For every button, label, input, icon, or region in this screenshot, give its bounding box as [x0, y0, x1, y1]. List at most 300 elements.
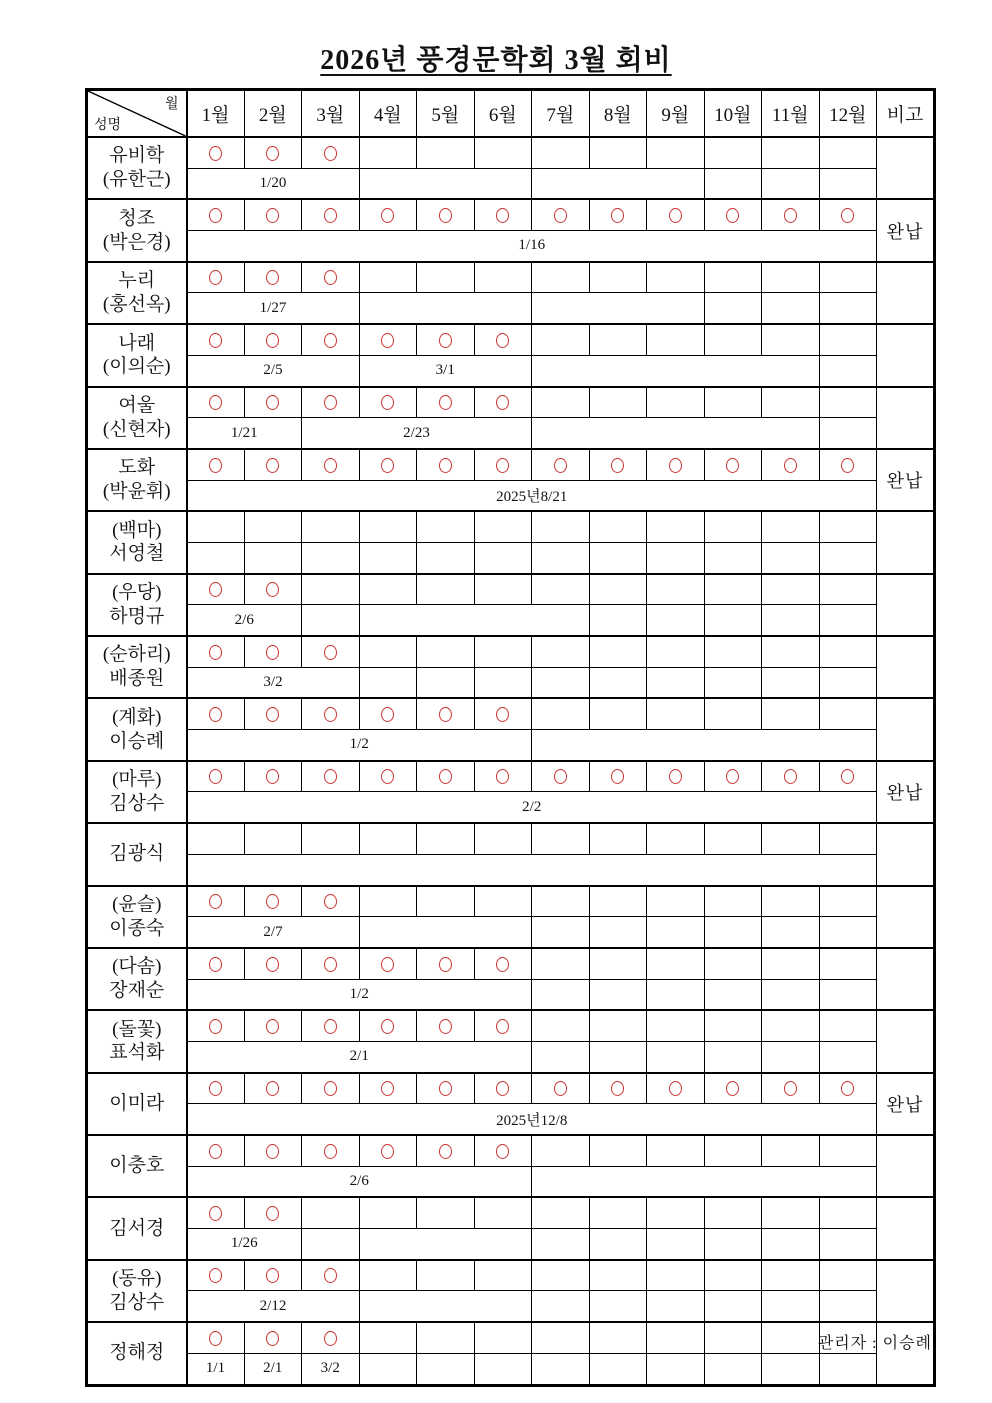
month-paid-cell: [819, 698, 877, 729]
paid-circle-icon: [324, 1331, 337, 1346]
month-paid-cell: [704, 1135, 762, 1166]
month-paid-cell: [474, 698, 532, 729]
member-name-cell: [87, 449, 187, 511]
month-paid-cell: [819, 574, 877, 605]
month-paid-cell: [704, 137, 762, 168]
member-name-cell: [87, 636, 187, 698]
remark-cell: [877, 262, 935, 324]
paid-circle-icon: [439, 333, 452, 348]
paid-circle-icon: [784, 208, 797, 223]
payment-date-cell: [704, 1353, 762, 1385]
payment-date-cell: [532, 1291, 590, 1322]
month-paid-cell: [359, 761, 417, 792]
member-row-circles: [87, 324, 935, 355]
member-name-line: 유비학: [109, 145, 165, 167]
month-paid-cell: [762, 761, 820, 792]
month-paid-cell: [819, 449, 877, 480]
month-paid-cell: [187, 449, 245, 480]
payment-date-cell: [819, 1291, 877, 1322]
header-row: [87, 90, 935, 138]
member-name-cell: [87, 137, 187, 199]
month-header-6: 6월: [474, 90, 532, 138]
month-paid-cell: [417, 886, 475, 917]
member-name-cell: [87, 511, 187, 573]
month-paid-cell: [244, 262, 302, 293]
payment-date-cell: [762, 917, 820, 948]
remark-cell: [877, 387, 935, 449]
month-paid-cell: [589, 1010, 647, 1041]
paid-circle-icon: [266, 333, 279, 348]
month-paid-cell: [589, 1322, 647, 1353]
payment-date-cell: [819, 168, 877, 199]
paid-circle-icon: [209, 458, 222, 473]
payment-date-cell: [647, 1229, 705, 1260]
member-name-line: 이미라: [109, 1092, 165, 1114]
month-paid-cell: [187, 948, 245, 979]
payment-date-cell: [532, 1041, 590, 1072]
payment-date-cell: 3/2: [302, 1353, 360, 1385]
member-row-dates: [87, 231, 935, 262]
payment-date-cell: 1/2: [187, 730, 532, 761]
payment-date-cell: [359, 1353, 417, 1385]
paid-circle-icon: [439, 707, 452, 722]
member-name-line: 하명규: [109, 605, 165, 627]
month-paid-cell: [589, 948, 647, 979]
payment-date-cell: [647, 917, 705, 948]
payment-date-cell: 1/27: [187, 293, 360, 324]
payment-date-cell: [359, 1229, 532, 1260]
month-paid-cell: [474, 1260, 532, 1291]
month-paid-cell: [819, 636, 877, 667]
month-paid-cell: [417, 761, 475, 792]
month-paid-cell: [359, 1260, 417, 1291]
month-paid-cell: [302, 636, 360, 667]
month-paid-cell: [704, 823, 762, 854]
paid-circle-icon: [381, 707, 394, 722]
month-paid-cell: [417, 823, 475, 854]
payment-date-cell: [762, 1291, 820, 1322]
paid-circle-icon: [439, 1144, 452, 1159]
paid-circle-icon: [784, 769, 797, 784]
month-paid-cell: [762, 698, 820, 729]
paid-circle-icon: [554, 769, 567, 784]
remark-cell: [877, 137, 935, 199]
month-paid-cell: [704, 636, 762, 667]
paid-circle-icon: [496, 1144, 509, 1159]
payment-date-cell: 2/2: [187, 792, 877, 823]
member-row-dates: [87, 1291, 935, 1322]
paid-circle-icon: [496, 707, 509, 722]
month-paid-cell: [589, 1073, 647, 1104]
month-paid-cell: [244, 1260, 302, 1291]
paid-circle-icon: [381, 395, 394, 410]
paid-circle-icon: [324, 333, 337, 348]
paid-circle-icon: [439, 208, 452, 223]
month-paid-cell: [819, 1135, 877, 1166]
month-paid-cell: [359, 698, 417, 729]
member-row-circles: [87, 511, 935, 542]
month-paid-cell: [187, 511, 245, 542]
month-paid-cell: [359, 1135, 417, 1166]
payment-date-cell: [589, 917, 647, 948]
paid-circle-icon: [324, 769, 337, 784]
member-name-cell: [87, 1135, 187, 1197]
month-paid-cell: [417, 1197, 475, 1228]
paid-circle-icon: [209, 208, 222, 223]
member-row-dates: [87, 1041, 935, 1072]
remark-cell: [877, 511, 935, 573]
paid-circle-icon: [324, 395, 337, 410]
payment-date-cell: 2025년12/8: [187, 1104, 877, 1135]
month-paid-cell: [762, 1197, 820, 1228]
payment-date-cell: 1/2: [187, 979, 532, 1010]
payment-date-cell: [589, 1353, 647, 1385]
paid-circle-icon: [209, 1331, 222, 1346]
month-paid-cell: [417, 1073, 475, 1104]
month-paid-cell: [532, 761, 590, 792]
paid-circle-icon: [439, 957, 452, 972]
month-paid-cell: [762, 636, 820, 667]
month-paid-cell: [532, 1073, 590, 1104]
month-paid-cell: [647, 511, 705, 542]
payment-date-cell: 2/12: [187, 1291, 360, 1322]
paid-circle-icon: [266, 208, 279, 223]
payment-date-cell: [589, 667, 647, 698]
month-paid-cell: [532, 886, 590, 917]
member-name-line: 김상수: [109, 1291, 165, 1313]
payment-date-cell: [819, 667, 877, 698]
month-paid-cell: [302, 1197, 360, 1228]
month-paid-cell: [244, 324, 302, 355]
payment-date-cell: [244, 542, 302, 573]
month-paid-cell: [704, 574, 762, 605]
payment-date-cell: [819, 979, 877, 1010]
payment-date-cell: [762, 293, 820, 324]
paid-circle-icon: [324, 458, 337, 473]
month-paid-cell: [474, 449, 532, 480]
payment-date-cell: [589, 979, 647, 1010]
month-paid-cell: [704, 387, 762, 418]
month-paid-cell: [819, 1010, 877, 1041]
payment-date-cell: [762, 667, 820, 698]
month-paid-cell: [532, 698, 590, 729]
payment-date-cell: [359, 542, 417, 573]
month-paid-cell: [647, 387, 705, 418]
month-paid-cell: [589, 387, 647, 418]
month-paid-cell: [647, 823, 705, 854]
month-paid-cell: [302, 1260, 360, 1291]
member-row-circles: [87, 1135, 935, 1166]
payment-date-cell: [762, 605, 820, 636]
month-paid-cell: [532, 324, 590, 355]
remark-cell: 완납: [877, 449, 935, 511]
month-paid-cell: [244, 1197, 302, 1228]
month-paid-cell: [474, 1135, 532, 1166]
paid-circle-icon: [496, 1019, 509, 1034]
paid-circle-icon: [209, 707, 222, 722]
month-paid-cell: [417, 387, 475, 418]
payment-date-cell: 2/23: [302, 418, 532, 449]
month-paid-cell: [647, 324, 705, 355]
month-paid-cell: [589, 511, 647, 542]
paid-circle-icon: [669, 458, 682, 473]
member-name-line: 김상수: [109, 792, 165, 814]
paid-circle-icon: [324, 645, 337, 660]
member-name-line: 배종원: [109, 668, 165, 690]
month-paid-cell: [819, 886, 877, 917]
paid-circle-icon: [266, 707, 279, 722]
paid-circle-icon: [726, 1081, 739, 1096]
payment-date-cell: [532, 542, 590, 573]
month-paid-cell: [589, 1197, 647, 1228]
payment-date-cell: [647, 667, 705, 698]
month-paid-cell: [474, 823, 532, 854]
month-paid-cell: [302, 1322, 360, 1353]
payment-date-cell: [589, 1291, 647, 1322]
month-paid-cell: [359, 449, 417, 480]
paid-circle-icon: [324, 208, 337, 223]
month-header-8: 8월: [589, 90, 647, 138]
month-paid-cell: [417, 324, 475, 355]
payment-date-cell: [302, 605, 360, 636]
month-paid-cell: [474, 511, 532, 542]
month-paid-cell: [704, 324, 762, 355]
member-name-cell: [87, 886, 187, 948]
month-paid-cell: [532, 449, 590, 480]
member-name-line: 도화: [118, 457, 156, 479]
member-name-cell: [87, 199, 187, 261]
member-name-cell: [87, 1322, 187, 1385]
payment-date-cell: [532, 1229, 590, 1260]
paid-circle-icon: [266, 270, 279, 285]
payment-date-cell: 2/1: [187, 1041, 532, 1072]
payment-date-cell: [474, 667, 532, 698]
payment-date-cell: [417, 1353, 475, 1385]
paid-circle-icon: [381, 957, 394, 972]
payment-date-cell: [762, 168, 820, 199]
remark-cell: [877, 1260, 935, 1322]
month-paid-cell: [359, 387, 417, 418]
month-paid-cell: [417, 1322, 475, 1353]
paid-circle-icon: [381, 769, 394, 784]
member-row-dates: [87, 854, 935, 885]
paid-circle-icon: [611, 769, 624, 784]
member-name-line: 서영철: [109, 543, 165, 565]
paid-circle-icon: [439, 395, 452, 410]
month-paid-cell: [704, 511, 762, 542]
payment-date-cell: [762, 542, 820, 573]
paid-circle-icon: [554, 1081, 567, 1096]
month-paid-cell: [244, 1135, 302, 1166]
member-name-line: (홍선옥): [102, 293, 171, 315]
payment-date-cell: [532, 168, 705, 199]
paid-circle-icon: [381, 1081, 394, 1096]
paid-circle-icon: [669, 1081, 682, 1096]
remark-cell: [877, 574, 935, 636]
paid-circle-icon: [266, 1144, 279, 1159]
remark-cell: [877, 948, 935, 1010]
paid-circle-icon: [209, 1019, 222, 1034]
month-paid-cell: [532, 1010, 590, 1041]
month-paid-cell: [359, 137, 417, 168]
paid-circle-icon: [669, 769, 682, 784]
month-paid-cell: [762, 574, 820, 605]
paid-circle-icon: [324, 894, 337, 909]
member-row-circles: [87, 387, 935, 418]
month-paid-cell: [244, 199, 302, 230]
paid-circle-icon: [266, 769, 279, 784]
payment-date-cell: 2/7: [187, 917, 360, 948]
month-paid-cell: [532, 137, 590, 168]
paid-circle-icon: [266, 645, 279, 660]
payment-date-cell: [762, 1353, 820, 1385]
month-paid-cell: [532, 823, 590, 854]
month-paid-cell: [187, 387, 245, 418]
month-paid-cell: [647, 1322, 705, 1353]
month-paid-cell: [474, 137, 532, 168]
payment-date-cell: [647, 1353, 705, 1385]
member-name-line: 이승례: [109, 730, 165, 752]
month-paid-cell: [589, 324, 647, 355]
month-paid-cell: [302, 1135, 360, 1166]
payment-date-cell: 1/21: [187, 418, 302, 449]
payment-date-cell: [647, 1041, 705, 1072]
month-paid-cell: [474, 262, 532, 293]
remark-cell: 완납: [877, 761, 935, 823]
paid-circle-icon: [496, 395, 509, 410]
month-paid-cell: [302, 511, 360, 542]
remark-cell: [877, 1197, 935, 1259]
paid-circle-icon: [209, 957, 222, 972]
remark-cell: [877, 886, 935, 948]
month-paid-cell: [417, 449, 475, 480]
payment-date-cell: [819, 1041, 877, 1072]
month-paid-cell: [589, 574, 647, 605]
paid-circle-icon: [496, 208, 509, 223]
month-paid-cell: [417, 137, 475, 168]
month-paid-cell: [244, 1073, 302, 1104]
paid-circle-icon: [266, 1019, 279, 1034]
month-paid-cell: [647, 1073, 705, 1104]
month-paid-cell: [647, 1260, 705, 1291]
month-paid-cell: [819, 511, 877, 542]
paid-circle-icon: [266, 957, 279, 972]
month-paid-cell: [244, 574, 302, 605]
month-paid-cell: [302, 886, 360, 917]
month-paid-cell: [762, 1322, 820, 1353]
month-paid-cell: [532, 262, 590, 293]
month-paid-cell: [302, 137, 360, 168]
month-paid-cell: [187, 698, 245, 729]
month-paid-cell: [474, 1322, 532, 1353]
payment-date-cell: [647, 542, 705, 573]
paid-circle-icon: [266, 146, 279, 161]
paid-circle-icon: [209, 582, 222, 597]
month-paid-cell: [359, 636, 417, 667]
member-row-circles: [87, 449, 935, 480]
month-paid-cell: [417, 199, 475, 230]
month-header-7: 7월: [532, 90, 590, 138]
paid-circle-icon: [209, 1144, 222, 1159]
month-paid-cell: [762, 262, 820, 293]
month-header-9: 9월: [647, 90, 705, 138]
month-paid-cell: [762, 886, 820, 917]
month-paid-cell: [244, 511, 302, 542]
member-name-line: (유한근): [102, 169, 171, 191]
paid-circle-icon: [209, 395, 222, 410]
member-name-line: (마루): [112, 769, 162, 791]
member-name-cell: [87, 1010, 187, 1072]
payment-date-cell: [819, 1229, 877, 1260]
month-paid-cell: [704, 1010, 762, 1041]
month-paid-cell: [244, 698, 302, 729]
month-paid-cell: [187, 1260, 245, 1291]
month-paid-cell: [704, 1073, 762, 1104]
member-name-line: (동유): [112, 1268, 162, 1290]
month-paid-cell: [647, 1135, 705, 1166]
month-paid-cell: [244, 886, 302, 917]
month-paid-cell: [359, 262, 417, 293]
month-paid-cell: [417, 698, 475, 729]
month-paid-cell: [187, 636, 245, 667]
month-header-2: 2월: [244, 90, 302, 138]
month-paid-cell: [244, 823, 302, 854]
member-row-dates: [87, 1353, 935, 1385]
month-paid-cell: [302, 1073, 360, 1104]
month-paid-cell: [417, 1135, 475, 1166]
payment-date-cell: [359, 917, 532, 948]
month-header-11: 11월: [762, 90, 820, 138]
name-month-axis-cell: [87, 90, 187, 138]
member-name-line: 청조: [118, 207, 156, 229]
payment-date-cell: [704, 1229, 762, 1260]
payment-date-cell: 2/6: [187, 605, 302, 636]
payment-date-cell: [589, 1041, 647, 1072]
member-name-line: 이충호: [109, 1155, 165, 1177]
month-paid-cell: [647, 948, 705, 979]
paid-circle-icon: [841, 208, 854, 223]
paid-circle-icon: [669, 208, 682, 223]
month-axis-label: 월: [164, 97, 179, 112]
member-row-dates: [87, 917, 935, 948]
month-header-12: 12월: [819, 90, 877, 138]
month-paid-cell: [647, 761, 705, 792]
month-paid-cell: [532, 1322, 590, 1353]
month-paid-cell: [359, 574, 417, 605]
month-paid-cell: [589, 636, 647, 667]
member-name-cell: [87, 324, 187, 386]
paid-circle-icon: [324, 957, 337, 972]
member-name-line: (계화): [112, 706, 162, 728]
payment-date-cell: [704, 542, 762, 573]
payment-date-cell: 1/1: [187, 1353, 245, 1385]
payment-date-cell: [819, 293, 877, 324]
remark-header: 비고: [877, 90, 935, 138]
month-paid-cell: [187, 574, 245, 605]
remark-cell: 완납: [877, 199, 935, 261]
month-paid-cell: [589, 1135, 647, 1166]
paid-circle-icon: [726, 769, 739, 784]
month-paid-cell: [244, 761, 302, 792]
month-paid-cell: [704, 262, 762, 293]
month-paid-cell: [417, 948, 475, 979]
month-paid-cell: [704, 1322, 762, 1353]
payment-date-cell: [589, 542, 647, 573]
member-row-dates: [87, 1229, 935, 1260]
member-row-circles: [87, 1322, 935, 1353]
payment-date-cell: [589, 1229, 647, 1260]
month-paid-cell: [187, 1197, 245, 1228]
